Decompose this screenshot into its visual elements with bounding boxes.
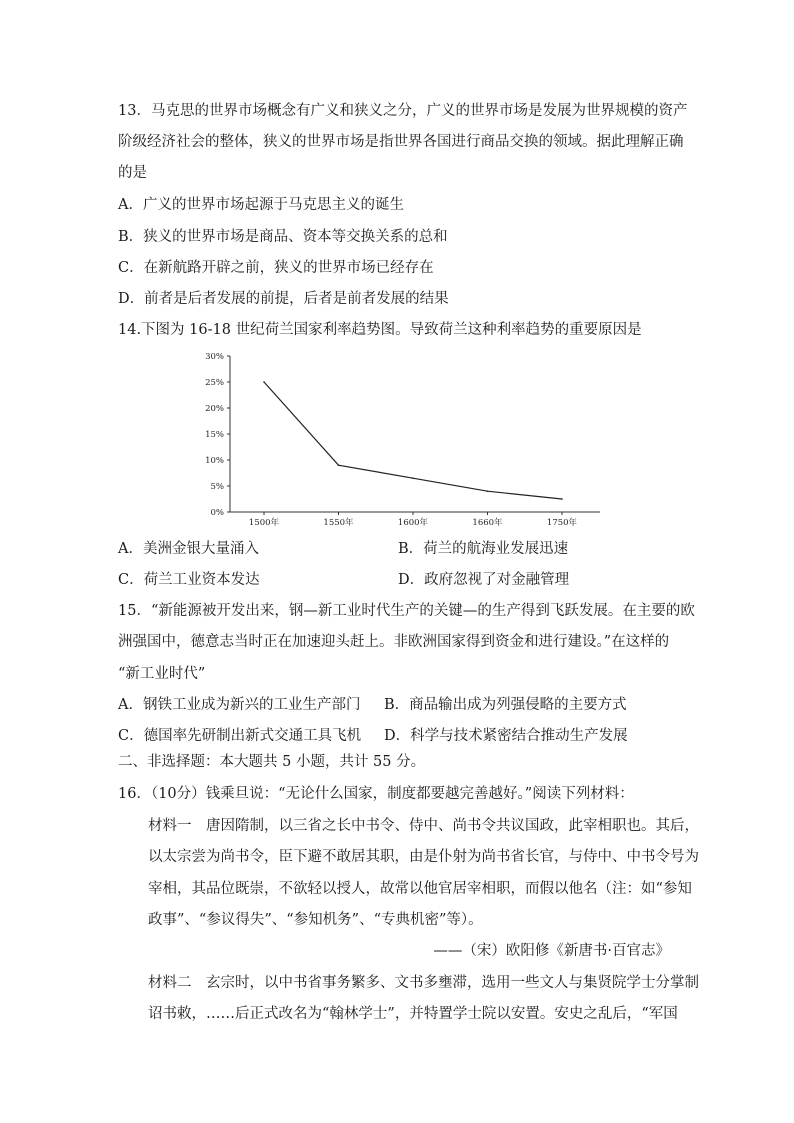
q15-option-c: C．德国率先研制出新式交通工具飞机 xyxy=(118,728,362,744)
q16-stem: 16．（10分）钱乘旦说：“无论什么国家，制度都要越完善越好。”阅读下列材料： xyxy=(118,786,634,802)
x-tick-label: 1750年 xyxy=(546,518,578,528)
data-point xyxy=(263,381,265,383)
q16-material-1-source: ——（宋）欧阳修《新唐书·百官志》 xyxy=(433,943,670,959)
q15-stem-line-2: 洲强国中，德意志当时正在加速迎头赶上。非欧洲国家得到资金和进行建设。”在这样的 xyxy=(118,634,670,650)
y-tick-label: 20% xyxy=(205,404,224,414)
q15-stem-line-1: 15．“新能源被开发出来，钢—新工业时代生产的关键—的生产得到飞跃发展。在主要的欧 xyxy=(118,603,695,619)
y-tick-label: 10% xyxy=(205,456,224,466)
q15-option-a: A．钢铁工业成为新兴的工业生产部门 xyxy=(118,697,361,713)
interest-rate-chart-svg xyxy=(196,348,606,530)
q16-material-1-line-1: 材料一 唐因隋制，以三省之长中书令、侍中、尚书令共议国政，此宰相职也。其后， xyxy=(148,818,699,834)
interest-rate-series-line xyxy=(264,382,562,499)
q13-option-a: A．广义的世界市场起源于马克思主义的诞生 xyxy=(118,197,404,213)
q15-option-d: D．科学与技术紧密结合推动生产发展 xyxy=(384,728,628,744)
interest-rate-chart xyxy=(196,348,606,530)
q13-stem-line-1: 13．马克思的世界市场概念有广义和狭义之分，广义的世界市场是发展为世界规模的资产 xyxy=(118,103,688,119)
q13-option-b: B．狭义的世界市场是商品、资本等交换关系的总和 xyxy=(118,229,448,245)
x-tick-label: 1500年 xyxy=(248,518,280,528)
y-tick-label: 30% xyxy=(205,352,224,362)
q15-stem-line-3: “新工业时代” xyxy=(118,666,206,682)
q13-option-c: C．在新航路开辟之前，狭义的世界市场已经存在 xyxy=(118,260,434,276)
y-tick-label: 5% xyxy=(210,482,224,492)
data-point xyxy=(338,464,340,466)
q16-material-2-line-2: 诏书敕，……后正式改名为“翰林学士”，并特置学士院以安置。安史之乱后，“军国 xyxy=(148,1006,678,1022)
data-point xyxy=(561,498,563,500)
q16-material-2-line-1: 材料二 玄宗时，以中书省事务繁多、文书多壅滞，选用一些文人与集贤院学士分掌制 xyxy=(148,975,699,991)
q14-option-c: C．荷兰工业资本发达 xyxy=(118,572,260,588)
q16-material-1-line-2: 以太宗尝为尚书令，臣下避不敢居其职，由是仆射为尚书省长官，与侍中、中书令号为 xyxy=(148,849,699,865)
data-point xyxy=(487,490,489,492)
q13-stem-line-3: 的是 xyxy=(118,165,147,181)
q16-material-1-line-3: 宰相，其品位既崇，不欲轻以授人，故常以他官居宰相职，而假以他名（注：如“参知 xyxy=(148,881,692,897)
q14-stem: 14.下图为 16-18 世纪荷兰国家利率趋势图。导致荷兰这种利率趋势的重要原因是 xyxy=(118,322,642,338)
q14-option-a: A．美洲金银大量涌入 xyxy=(118,541,259,557)
q15-option-b: B．商品输出成为列强侵略的主要方式 xyxy=(384,697,627,713)
y-tick-label: 15% xyxy=(205,430,224,440)
q13-stem-line-2: 阶级经济社会的整体，狭义的世界市场是指世界各国进行商品交换的领域。据此理解正确 xyxy=(118,134,684,150)
x-tick-label: 1550年 xyxy=(323,518,354,528)
y-tick-label: 25% xyxy=(205,378,224,388)
section-2-heading: 二、非选择题：本大题共 5 小题，共计 55 分。 xyxy=(118,754,426,770)
y-tick-label: 0% xyxy=(210,508,224,518)
q14-option-d: D．政府忽视了对金融管理 xyxy=(398,572,570,588)
q16-material-1-line-4: 政事”、“参议得失”、“参知机务”、“专典机密”等）。 xyxy=(148,912,483,928)
q13-option-d: D．前者是后者发展的前提，后者是前者发展的结果 xyxy=(118,291,449,307)
x-tick-label: 1600年 xyxy=(397,518,429,528)
data-point xyxy=(412,477,414,479)
x-tick-label: 1660年 xyxy=(472,518,503,528)
q14-option-b: B．荷兰的航海业发展迅速 xyxy=(398,541,569,557)
